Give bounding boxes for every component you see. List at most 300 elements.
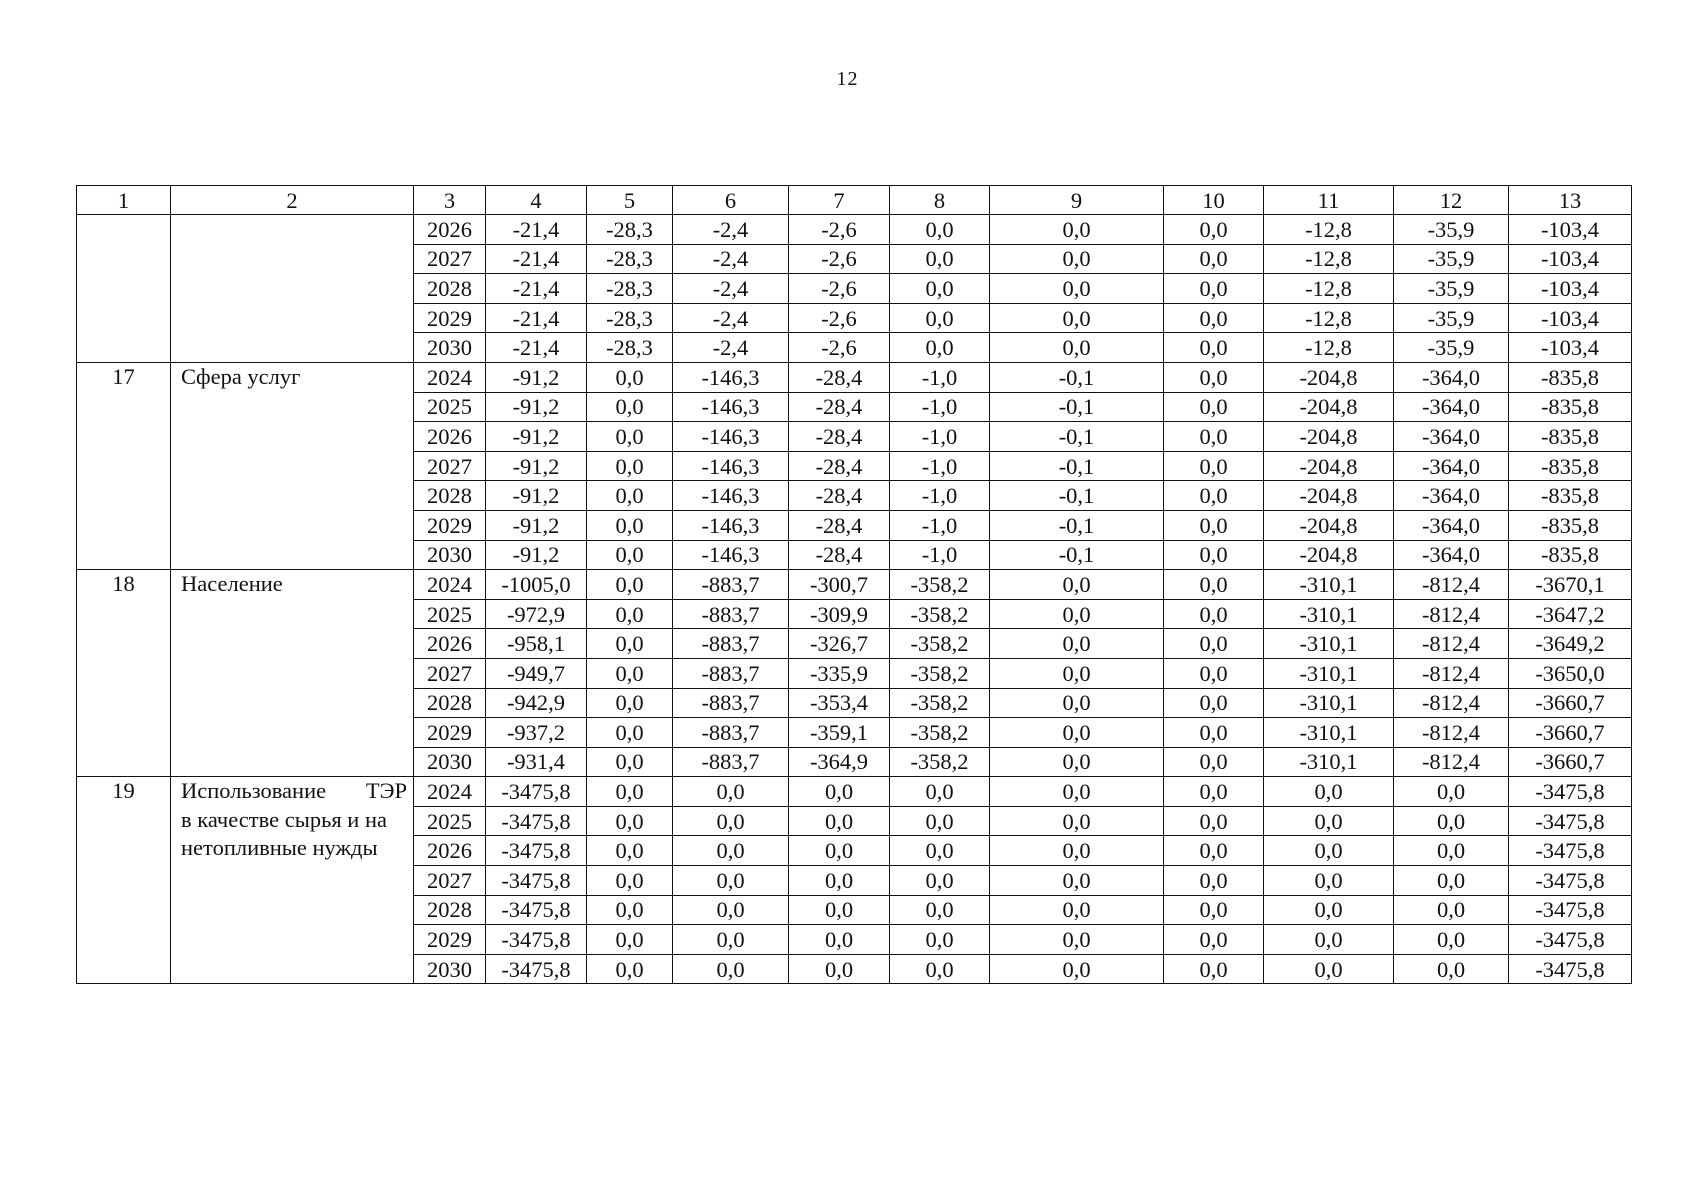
row-number-cell xyxy=(77,215,171,363)
year-cell: 2024 xyxy=(414,570,486,600)
value-cell-col-13: -3660,7 xyxy=(1509,747,1632,777)
value-cell-col-12: -812,4 xyxy=(1394,688,1509,718)
value-cell-col-7: -28,4 xyxy=(789,451,890,481)
value-cell-col-13: -3475,8 xyxy=(1509,895,1632,925)
value-cell-col-10: 0,0 xyxy=(1164,777,1264,807)
value-cell-col-8: -1,0 xyxy=(890,362,990,392)
value-cell-col-10: 0,0 xyxy=(1164,925,1264,955)
value-cell-col-4: -21,4 xyxy=(486,274,587,304)
value-cell-col-7: 0,0 xyxy=(789,836,890,866)
column-header-5: 5 xyxy=(587,186,673,215)
value-cell-col-5: 0,0 xyxy=(587,422,673,452)
value-cell-col-4: -942,9 xyxy=(486,688,587,718)
value-cell-col-13: -103,4 xyxy=(1509,244,1632,274)
value-cell-col-9: 0,0 xyxy=(990,777,1164,807)
value-cell-col-11: -204,8 xyxy=(1264,422,1394,452)
value-cell-col-11: 0,0 xyxy=(1264,866,1394,896)
value-cell-col-7: -309,9 xyxy=(789,599,890,629)
value-cell-col-6: -146,3 xyxy=(673,481,789,511)
year-cell: 2026 xyxy=(414,629,486,659)
value-cell-col-11: -310,1 xyxy=(1264,718,1394,748)
value-cell-col-7: -28,4 xyxy=(789,481,890,511)
value-cell-col-5: 0,0 xyxy=(587,451,673,481)
year-cell: 2029 xyxy=(414,510,486,540)
value-cell-col-12: -364,0 xyxy=(1394,392,1509,422)
year-cell: 2030 xyxy=(414,333,486,363)
value-cell-col-6: 0,0 xyxy=(673,925,789,955)
value-cell-col-12: -35,9 xyxy=(1394,215,1509,245)
value-cell-col-5: -28,3 xyxy=(587,333,673,363)
value-cell-col-7: -326,7 xyxy=(789,629,890,659)
value-cell-col-10: 0,0 xyxy=(1164,895,1264,925)
value-cell-col-10: 0,0 xyxy=(1164,303,1264,333)
value-cell-col-12: -364,0 xyxy=(1394,510,1509,540)
value-cell-col-8: -358,2 xyxy=(890,718,990,748)
value-cell-col-7: -2,6 xyxy=(789,303,890,333)
value-cell-col-9: 0,0 xyxy=(990,570,1164,600)
value-cell-col-5: -28,3 xyxy=(587,244,673,274)
value-cell-col-6: -883,7 xyxy=(673,658,789,688)
value-cell-col-9: 0,0 xyxy=(990,333,1164,363)
category-name-line: Сфера услуг xyxy=(181,363,301,389)
value-cell-col-12: -35,9 xyxy=(1394,274,1509,304)
value-cell-col-7: -2,6 xyxy=(789,274,890,304)
value-cell-col-12: -812,4 xyxy=(1394,718,1509,748)
value-cell-col-11: -204,8 xyxy=(1264,451,1394,481)
value-cell-col-4: -1005,0 xyxy=(486,570,587,600)
value-cell-col-13: -103,4 xyxy=(1509,303,1632,333)
value-cell-col-10: 0,0 xyxy=(1164,392,1264,422)
value-cell-col-12: -364,0 xyxy=(1394,422,1509,452)
category-name-line: в качестве сырья и на xyxy=(181,806,387,832)
value-cell-col-10: 0,0 xyxy=(1164,599,1264,629)
value-cell-col-10: 0,0 xyxy=(1164,510,1264,540)
value-cell-col-13: -3649,2 xyxy=(1509,629,1632,659)
value-cell-col-8: 0,0 xyxy=(890,895,990,925)
column-header-8: 8 xyxy=(890,186,990,215)
value-cell-col-6: 0,0 xyxy=(673,777,789,807)
column-header-3: 3 xyxy=(414,186,486,215)
year-cell: 2030 xyxy=(414,747,486,777)
value-cell-col-6: -883,7 xyxy=(673,688,789,718)
value-cell-col-7: -28,4 xyxy=(789,540,890,570)
value-cell-col-8: -1,0 xyxy=(890,422,990,452)
value-cell-col-12: -35,9 xyxy=(1394,244,1509,274)
value-cell-col-7: -2,6 xyxy=(789,244,890,274)
value-cell-col-9: 0,0 xyxy=(990,925,1164,955)
value-cell-col-7: -28,4 xyxy=(789,422,890,452)
category-name-line: Население xyxy=(181,571,283,597)
value-cell-col-7: -28,4 xyxy=(789,392,890,422)
value-cell-col-9: 0,0 xyxy=(990,274,1164,304)
column-header-13: 13 xyxy=(1509,186,1632,215)
value-cell-col-9: -0,1 xyxy=(990,510,1164,540)
value-cell-col-5: 0,0 xyxy=(587,895,673,925)
value-cell-col-5: 0,0 xyxy=(587,629,673,659)
value-cell-col-4: -91,2 xyxy=(486,451,587,481)
value-cell-col-13: -835,8 xyxy=(1509,362,1632,392)
value-cell-col-7: 0,0 xyxy=(789,954,890,984)
value-cell-col-4: -91,2 xyxy=(486,481,587,511)
value-cell-col-5: 0,0 xyxy=(587,718,673,748)
value-cell-col-4: -21,4 xyxy=(486,303,587,333)
value-cell-col-11: -310,1 xyxy=(1264,570,1394,600)
value-cell-col-4: -3475,8 xyxy=(486,806,587,836)
year-cell: 2028 xyxy=(414,274,486,304)
value-cell-col-7: -335,9 xyxy=(789,658,890,688)
category-name-cell xyxy=(171,215,414,363)
value-cell-col-13: -3475,8 xyxy=(1509,777,1632,807)
value-cell-col-8: -1,0 xyxy=(890,481,990,511)
value-cell-col-10: 0,0 xyxy=(1164,688,1264,718)
value-cell-col-10: 0,0 xyxy=(1164,333,1264,363)
value-cell-col-11: -310,1 xyxy=(1264,688,1394,718)
value-cell-col-11: -12,8 xyxy=(1264,215,1394,245)
category-name-line: нетопливные нужды xyxy=(181,835,378,861)
value-cell-col-13: -835,8 xyxy=(1509,481,1632,511)
value-cell-col-5: 0,0 xyxy=(587,570,673,600)
value-cell-col-11: -204,8 xyxy=(1264,481,1394,511)
value-cell-col-4: -91,2 xyxy=(486,392,587,422)
value-cell-col-13: -103,4 xyxy=(1509,333,1632,363)
year-cell: 2025 xyxy=(414,599,486,629)
value-cell-col-6: 0,0 xyxy=(673,895,789,925)
value-cell-col-6: -2,4 xyxy=(673,244,789,274)
value-cell-col-7: 0,0 xyxy=(789,925,890,955)
column-header-10: 10 xyxy=(1164,186,1264,215)
value-cell-col-9: 0,0 xyxy=(990,718,1164,748)
value-cell-col-4: -972,9 xyxy=(486,599,587,629)
header-row xyxy=(77,186,1632,215)
value-cell-col-6: 0,0 xyxy=(673,954,789,984)
table-row xyxy=(77,777,1632,807)
column-header-9: 9 xyxy=(990,186,1164,215)
value-cell-col-10: 0,0 xyxy=(1164,244,1264,274)
value-cell-col-6: -883,7 xyxy=(673,599,789,629)
value-cell-col-10: 0,0 xyxy=(1164,747,1264,777)
value-cell-col-8: 0,0 xyxy=(890,303,990,333)
value-cell-col-8: -358,2 xyxy=(890,658,990,688)
value-cell-col-8: 0,0 xyxy=(890,925,990,955)
value-cell-col-11: -204,8 xyxy=(1264,392,1394,422)
value-cell-col-10: 0,0 xyxy=(1164,954,1264,984)
value-cell-col-11: 0,0 xyxy=(1264,895,1394,925)
value-cell-col-11: -204,8 xyxy=(1264,540,1394,570)
value-cell-col-12: -364,0 xyxy=(1394,362,1509,392)
value-cell-col-11: -310,1 xyxy=(1264,658,1394,688)
value-cell-col-5: 0,0 xyxy=(587,481,673,511)
value-cell-col-4: -91,2 xyxy=(486,510,587,540)
year-cell: 2024 xyxy=(414,362,486,392)
value-cell-col-8: 0,0 xyxy=(890,954,990,984)
value-cell-col-11: -204,8 xyxy=(1264,362,1394,392)
value-cell-col-9: 0,0 xyxy=(990,806,1164,836)
value-cell-col-7: -353,4 xyxy=(789,688,890,718)
year-cell: 2028 xyxy=(414,481,486,511)
value-cell-col-5: -28,3 xyxy=(587,274,673,304)
value-cell-col-13: -3660,7 xyxy=(1509,718,1632,748)
value-cell-col-11: 0,0 xyxy=(1264,806,1394,836)
value-cell-col-4: -958,1 xyxy=(486,629,587,659)
value-cell-col-4: -3475,8 xyxy=(486,895,587,925)
value-cell-col-5: 0,0 xyxy=(587,806,673,836)
value-cell-col-8: 0,0 xyxy=(890,866,990,896)
year-cell: 2029 xyxy=(414,303,486,333)
year-cell: 2026 xyxy=(414,836,486,866)
value-cell-col-12: -812,4 xyxy=(1394,629,1509,659)
value-cell-col-9: -0,1 xyxy=(990,392,1164,422)
year-cell: 2024 xyxy=(414,777,486,807)
year-cell: 2030 xyxy=(414,540,486,570)
column-header-7: 7 xyxy=(789,186,890,215)
value-cell-col-9: 0,0 xyxy=(990,895,1164,925)
value-cell-col-5: 0,0 xyxy=(587,658,673,688)
value-cell-col-5: 0,0 xyxy=(587,836,673,866)
value-cell-col-6: -2,4 xyxy=(673,274,789,304)
value-cell-col-13: -103,4 xyxy=(1509,215,1632,245)
value-cell-col-10: 0,0 xyxy=(1164,658,1264,688)
value-cell-col-10: 0,0 xyxy=(1164,866,1264,896)
value-cell-col-8: -1,0 xyxy=(890,392,990,422)
value-cell-col-7: -28,4 xyxy=(789,362,890,392)
value-cell-col-6: 0,0 xyxy=(673,836,789,866)
value-cell-col-13: -3670,1 xyxy=(1509,570,1632,600)
value-cell-col-10: 0,0 xyxy=(1164,836,1264,866)
value-cell-col-6: -146,3 xyxy=(673,392,789,422)
value-cell-col-9: -0,1 xyxy=(990,481,1164,511)
value-cell-col-11: -204,8 xyxy=(1264,510,1394,540)
value-cell-col-9: 0,0 xyxy=(990,836,1164,866)
value-cell-col-9: 0,0 xyxy=(990,244,1164,274)
year-cell: 2027 xyxy=(414,244,486,274)
value-cell-col-9: -0,1 xyxy=(990,422,1164,452)
value-cell-col-8: -358,2 xyxy=(890,688,990,718)
value-cell-col-9: 0,0 xyxy=(990,215,1164,245)
value-cell-col-9: 0,0 xyxy=(990,747,1164,777)
value-cell-col-11: -12,8 xyxy=(1264,274,1394,304)
value-cell-col-6: -146,3 xyxy=(673,451,789,481)
value-cell-col-4: -3475,8 xyxy=(486,777,587,807)
value-cell-col-13: -835,8 xyxy=(1509,510,1632,540)
value-cell-col-9: 0,0 xyxy=(990,599,1164,629)
value-cell-col-10: 0,0 xyxy=(1164,215,1264,245)
value-cell-col-13: -3475,8 xyxy=(1509,806,1632,836)
value-cell-col-5: 0,0 xyxy=(587,510,673,540)
value-cell-col-4: -91,2 xyxy=(486,540,587,570)
value-cell-col-12: -364,0 xyxy=(1394,540,1509,570)
value-cell-col-4: -21,4 xyxy=(486,244,587,274)
value-cell-col-8: 0,0 xyxy=(890,806,990,836)
value-cell-col-12: 0,0 xyxy=(1394,895,1509,925)
year-cell: 2026 xyxy=(414,422,486,452)
table-row xyxy=(77,570,1632,600)
value-cell-col-6: -883,7 xyxy=(673,747,789,777)
value-cell-col-6: -146,3 xyxy=(673,422,789,452)
value-cell-col-12: 0,0 xyxy=(1394,954,1509,984)
value-cell-col-9: -0,1 xyxy=(990,540,1164,570)
column-header-1: 1 xyxy=(77,186,171,215)
table-row xyxy=(77,215,1632,245)
value-cell-col-12: -364,0 xyxy=(1394,451,1509,481)
value-cell-col-10: 0,0 xyxy=(1164,422,1264,452)
value-cell-col-4: -3475,8 xyxy=(486,836,587,866)
value-cell-col-5: 0,0 xyxy=(587,777,673,807)
value-cell-col-5: 0,0 xyxy=(587,925,673,955)
category-name-line: Использование ТЭР xyxy=(181,778,407,804)
year-cell: 2025 xyxy=(414,806,486,836)
year-cell: 2029 xyxy=(414,718,486,748)
table-body xyxy=(77,186,1632,984)
value-cell-col-11: 0,0 xyxy=(1264,836,1394,866)
value-cell-col-7: -2,6 xyxy=(789,333,890,363)
value-cell-col-7: 0,0 xyxy=(789,895,890,925)
value-cell-col-7: 0,0 xyxy=(789,777,890,807)
category-name-cell xyxy=(171,777,414,984)
value-cell-col-5: 0,0 xyxy=(587,747,673,777)
value-cell-col-4: -937,2 xyxy=(486,718,587,748)
value-cell-col-4: -949,7 xyxy=(486,658,587,688)
value-cell-col-6: -146,3 xyxy=(673,540,789,570)
value-cell-col-7: -364,9 xyxy=(789,747,890,777)
value-cell-col-13: -103,4 xyxy=(1509,274,1632,304)
column-header-2: 2 xyxy=(171,186,414,215)
value-cell-col-5: -28,3 xyxy=(587,303,673,333)
column-header-12: 12 xyxy=(1394,186,1509,215)
value-cell-col-10: 0,0 xyxy=(1164,540,1264,570)
value-cell-col-13: -3647,2 xyxy=(1509,599,1632,629)
value-cell-col-4: -21,4 xyxy=(486,333,587,363)
value-cell-col-11: 0,0 xyxy=(1264,925,1394,955)
value-cell-col-11: -12,8 xyxy=(1264,244,1394,274)
value-cell-col-6: -2,4 xyxy=(673,333,789,363)
year-cell: 2027 xyxy=(414,658,486,688)
value-cell-col-9: 0,0 xyxy=(990,303,1164,333)
value-cell-col-12: 0,0 xyxy=(1394,866,1509,896)
value-cell-col-11: -310,1 xyxy=(1264,629,1394,659)
value-cell-col-12: 0,0 xyxy=(1394,777,1509,807)
row-number-cell: 19 xyxy=(77,777,171,984)
column-header-6: 6 xyxy=(673,186,789,215)
value-cell-col-13: -3475,8 xyxy=(1509,954,1632,984)
value-cell-col-11: 0,0 xyxy=(1264,954,1394,984)
value-cell-col-5: -28,3 xyxy=(587,215,673,245)
value-cell-col-11: -12,8 xyxy=(1264,303,1394,333)
value-cell-col-12: 0,0 xyxy=(1394,836,1509,866)
value-cell-col-6: 0,0 xyxy=(673,866,789,896)
year-cell: 2029 xyxy=(414,925,486,955)
year-cell: 2028 xyxy=(414,688,486,718)
value-cell-col-12: 0,0 xyxy=(1394,806,1509,836)
year-cell: 2026 xyxy=(414,215,486,245)
value-cell-col-12: -35,9 xyxy=(1394,333,1509,363)
value-cell-col-8: 0,0 xyxy=(890,215,990,245)
value-cell-col-10: 0,0 xyxy=(1164,718,1264,748)
value-cell-col-9: 0,0 xyxy=(990,866,1164,896)
value-cell-col-12: -812,4 xyxy=(1394,747,1509,777)
value-cell-col-7: -300,7 xyxy=(789,570,890,600)
value-cell-col-10: 0,0 xyxy=(1164,806,1264,836)
value-cell-col-8: -358,2 xyxy=(890,629,990,659)
value-cell-col-6: 0,0 xyxy=(673,806,789,836)
value-cell-col-5: 0,0 xyxy=(587,540,673,570)
value-cell-col-4: -3475,8 xyxy=(486,866,587,896)
value-cell-col-5: 0,0 xyxy=(587,954,673,984)
value-cell-col-7: -28,4 xyxy=(789,510,890,540)
row-number-cell: 17 xyxy=(77,362,171,569)
energy-balance-table xyxy=(76,185,1632,984)
value-cell-col-4: -91,2 xyxy=(486,362,587,392)
value-cell-col-11: -310,1 xyxy=(1264,599,1394,629)
value-cell-col-11: 0,0 xyxy=(1264,777,1394,807)
value-cell-col-8: 0,0 xyxy=(890,333,990,363)
value-cell-col-6: -2,4 xyxy=(673,215,789,245)
value-cell-col-4: -931,4 xyxy=(486,747,587,777)
value-cell-col-7: 0,0 xyxy=(789,806,890,836)
value-cell-col-6: -146,3 xyxy=(673,362,789,392)
column-header-11: 11 xyxy=(1264,186,1394,215)
year-cell: 2027 xyxy=(414,866,486,896)
value-cell-col-7: -2,6 xyxy=(789,215,890,245)
value-cell-col-8: -358,2 xyxy=(890,599,990,629)
value-cell-col-13: -3475,8 xyxy=(1509,836,1632,866)
table-row xyxy=(77,362,1632,392)
year-cell: 2030 xyxy=(414,954,486,984)
value-cell-col-8: -1,0 xyxy=(890,451,990,481)
value-cell-col-5: 0,0 xyxy=(587,599,673,629)
value-cell-col-9: 0,0 xyxy=(990,629,1164,659)
value-cell-col-12: -812,4 xyxy=(1394,570,1509,600)
value-cell-col-8: 0,0 xyxy=(890,777,990,807)
value-cell-col-10: 0,0 xyxy=(1164,570,1264,600)
value-cell-col-10: 0,0 xyxy=(1164,629,1264,659)
value-cell-col-4: -3475,8 xyxy=(486,954,587,984)
value-cell-col-13: -835,8 xyxy=(1509,422,1632,452)
value-cell-col-9: -0,1 xyxy=(990,362,1164,392)
row-number-cell: 18 xyxy=(77,570,171,777)
value-cell-col-13: -3475,8 xyxy=(1509,925,1632,955)
value-cell-col-8: 0,0 xyxy=(890,244,990,274)
year-cell: 2027 xyxy=(414,451,486,481)
value-cell-col-6: -2,4 xyxy=(673,303,789,333)
value-cell-col-12: 0,0 xyxy=(1394,925,1509,955)
value-cell-col-8: -1,0 xyxy=(890,540,990,570)
value-cell-col-4: -21,4 xyxy=(486,215,587,245)
value-cell-col-9: 0,0 xyxy=(990,954,1164,984)
value-cell-col-13: -3660,7 xyxy=(1509,688,1632,718)
value-cell-col-8: -1,0 xyxy=(890,510,990,540)
value-cell-col-5: 0,0 xyxy=(587,362,673,392)
year-cell: 2028 xyxy=(414,895,486,925)
value-cell-col-12: -812,4 xyxy=(1394,658,1509,688)
value-cell-col-6: -883,7 xyxy=(673,718,789,748)
value-cell-col-13: -3650,0 xyxy=(1509,658,1632,688)
value-cell-col-4: -3475,8 xyxy=(486,925,587,955)
value-cell-col-6: -883,7 xyxy=(673,629,789,659)
value-cell-col-12: -364,0 xyxy=(1394,481,1509,511)
value-cell-col-10: 0,0 xyxy=(1164,451,1264,481)
category-name-cell xyxy=(171,570,414,777)
value-cell-col-5: 0,0 xyxy=(587,688,673,718)
value-cell-col-11: -12,8 xyxy=(1264,333,1394,363)
value-cell-col-9: 0,0 xyxy=(990,688,1164,718)
category-name-cell xyxy=(171,362,414,569)
value-cell-col-11: -310,1 xyxy=(1264,747,1394,777)
value-cell-col-7: -359,1 xyxy=(789,718,890,748)
value-cell-col-12: -35,9 xyxy=(1394,303,1509,333)
value-cell-col-5: 0,0 xyxy=(587,866,673,896)
value-cell-col-13: -835,8 xyxy=(1509,392,1632,422)
value-cell-col-6: -883,7 xyxy=(673,570,789,600)
